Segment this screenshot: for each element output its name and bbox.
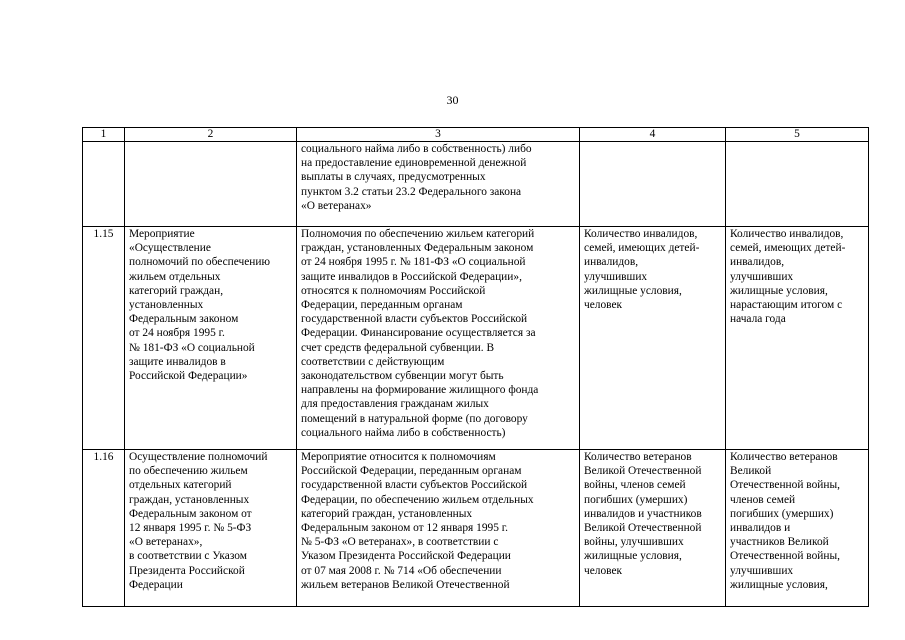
table-header-row (83, 128, 869, 142)
measure-description-cell: Мероприятие относится к полномочиям Российской Федерации, переданным органам государственной власти субъектов Российской Федерации, по обеспечению жильем отдельных категорий граждан, установленных Федеральным законом от 12 января 1995 г. № 5-ФЗ «О ветеранах», в соответствии с Указом Президента Российской Федерации от 07 мая 2008 г. № 714 «Об обеспечении жильем ветеранов Великой Отечественной (297, 450, 580, 607)
calculation-cell: Количество инвалидов, семей, имеющих детей- инвалидов, улучшивших жилищные условия, нарастающим итогом с начала года (726, 227, 869, 450)
page-number: 30 (446, 93, 459, 107)
row-number-cell: 1.16 (83, 450, 125, 607)
column-header: 4 (580, 128, 726, 142)
measure-description-cell: социального найма либо в собственность) либо на предоставление единовременной денежной выплаты в случаях, предусмотренных пунктом 3.2 статьи 23.2 Федерального закона «О ветеранах» (297, 142, 580, 227)
row-number-cell (83, 142, 125, 227)
measures-table (82, 127, 869, 607)
measure-description-cell: Полномочия по обеспечению жильем категорий граждан, установленных Федеральным законом от 24 ноября 1995 г. № 181-ФЗ «О социальной защите инвалидов в Российской Федерации», относятся к полномочиям Российской Федерации, переданным органам государственной власти субъектов Российской Федерации. Финансирование осуществляется за счет средств федеральной субвенции. В соответствии с действующим законодательством субвенции могут быть направлены на формирование жилищного фонда для предоставления гражданам жилых помещений в натуральной форме (по договору социального найма либо в собственность) (297, 227, 580, 450)
measure-name-cell: Мероприятие «Осуществление полномочий по обеспечению жильем отдельных категорий граждан, установленных Федеральным законом от 24 ноября 1995 г. № 181-ФЗ «О социальной защите инвалидов в Российской Федерации» (125, 227, 297, 450)
column-header: 3 (297, 128, 580, 142)
table-row (83, 450, 869, 607)
table-row (83, 227, 869, 450)
indicator-cell: Количество инвалидов, семей, имеющих детей- инвалидов, улучшивших жилищные условия, человек (580, 227, 726, 450)
column-header: 2 (125, 128, 297, 142)
calculation-cell (726, 142, 869, 227)
indicator-cell: Количество ветеранов Великой Отечественной войны, членов семей погибших (умерших) инвалидов и участников Великой Отечественной войны, улучшивших жилищные условия, человек (580, 450, 726, 607)
measure-name-cell (125, 142, 297, 227)
column-header: 5 (726, 128, 869, 142)
indicator-cell (580, 142, 726, 227)
calculation-cell: Количество ветеранов Великой Отечественной войны, членов семей погибших (умерших) инвалидов и участников Великой Отечественной войны, улучшивших жилищные условия, (726, 450, 869, 607)
row-number-cell: 1.15 (83, 227, 125, 450)
table-row (83, 142, 869, 227)
column-header: 1 (83, 128, 125, 142)
measure-name-cell: Осуществление полномочий по обеспечению жильем отдельных категорий граждан, установленных Федеральным законом от 12 января 1995 г. № 5-ФЗ «О ветеранах», в соответствии с Указом Президента Российской Федерации (125, 450, 297, 607)
